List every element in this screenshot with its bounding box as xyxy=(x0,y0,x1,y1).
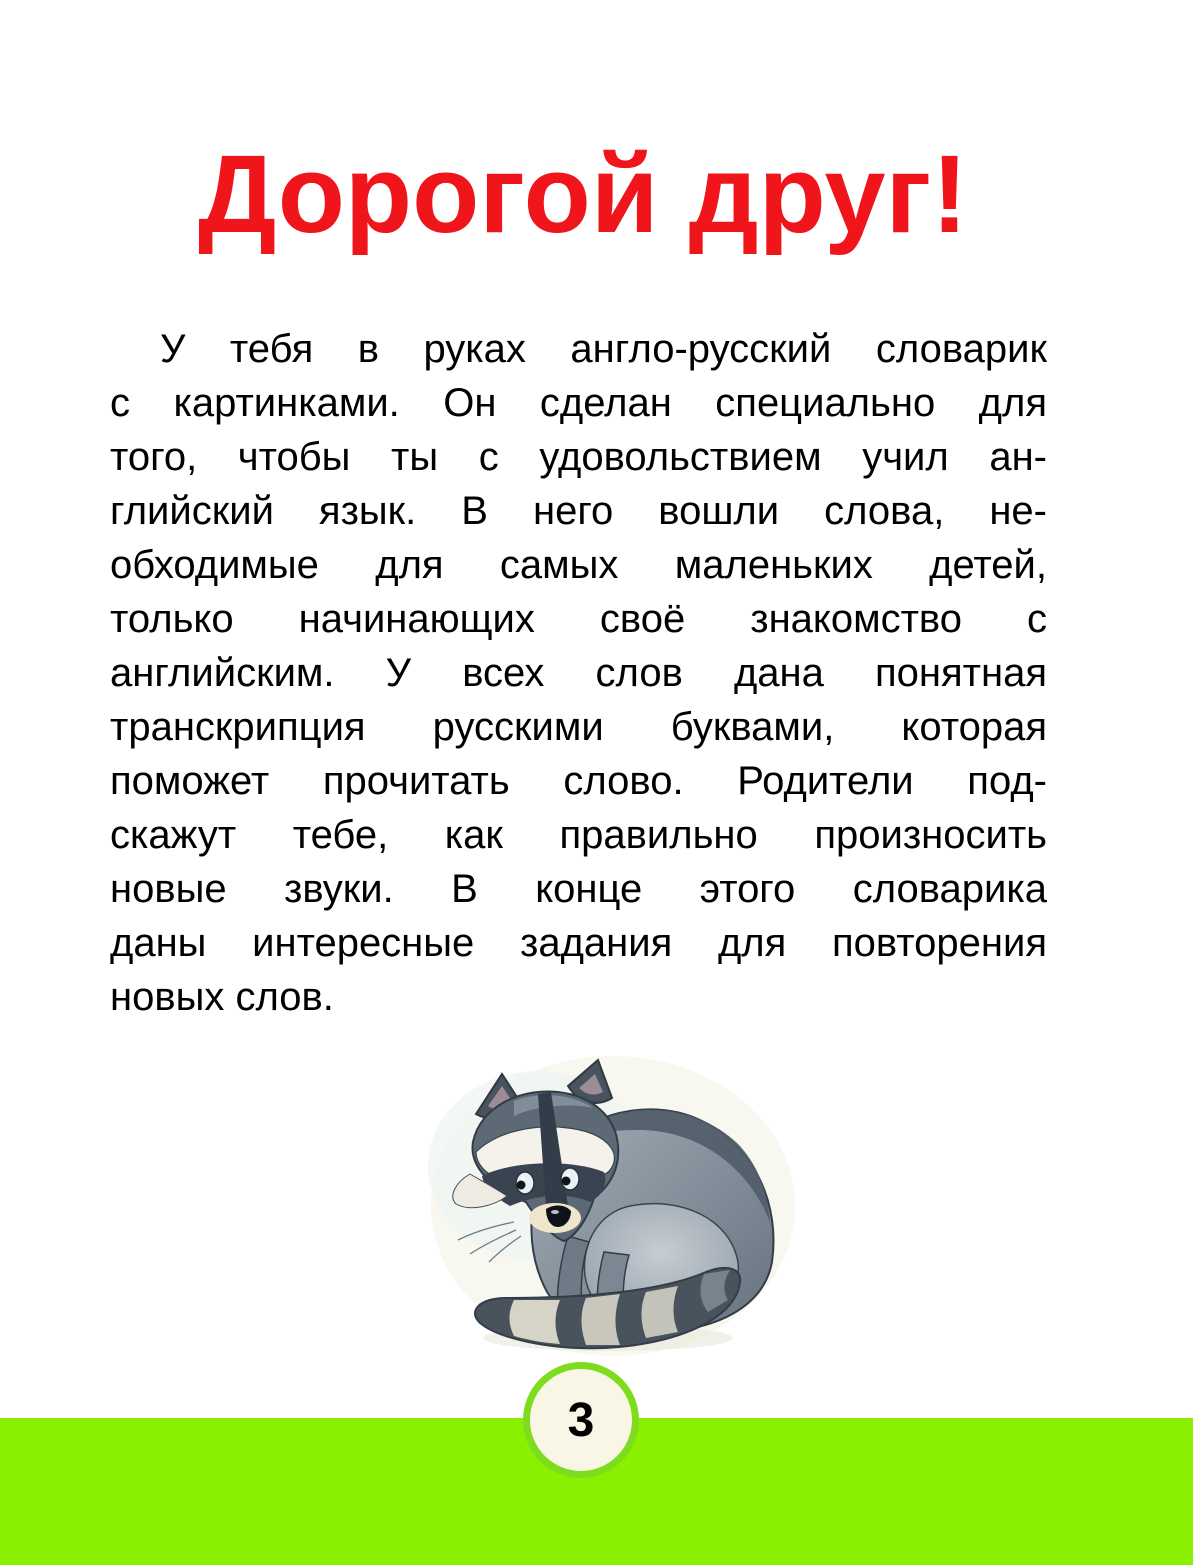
text-line: обходимые для самых маленьких детей, xyxy=(110,543,1047,587)
raccoon-illustration xyxy=(418,1046,802,1362)
text-line: У тебя в руках англо-русский словарик xyxy=(160,327,1047,371)
text-line: с картинками. Он сделан специально для xyxy=(110,381,1047,425)
page-number-badge xyxy=(523,1362,639,1478)
text-line: того, чтобы ты с удовольствием учил ан- xyxy=(110,435,1047,479)
text-line: глийский язык. В него вошли слова, не- xyxy=(110,489,1047,533)
text-line: транскрипция русскими буквами, которая xyxy=(110,705,1047,749)
title-word-first: Дорогой xyxy=(198,133,659,256)
text-line: только начинающих своё знакомство с xyxy=(110,597,1047,641)
intro-paragraph xyxy=(110,322,1047,1024)
text-line: новых слов. xyxy=(110,975,334,1019)
text-line: поможет прочитать слово. Родители под- xyxy=(110,759,1047,803)
text-line: новые звуки. В конце этого словарика xyxy=(110,867,1047,911)
page-number: 3 xyxy=(567,1393,595,1447)
text-line: английским. У всех слов дана понятная xyxy=(110,651,1047,695)
text-line: даны интересные задания для повторения xyxy=(110,921,1047,965)
page-title xyxy=(198,133,968,256)
title-word-second: друг! xyxy=(688,133,968,256)
text-line: скажут тебе, как правильно произносить xyxy=(110,813,1047,857)
